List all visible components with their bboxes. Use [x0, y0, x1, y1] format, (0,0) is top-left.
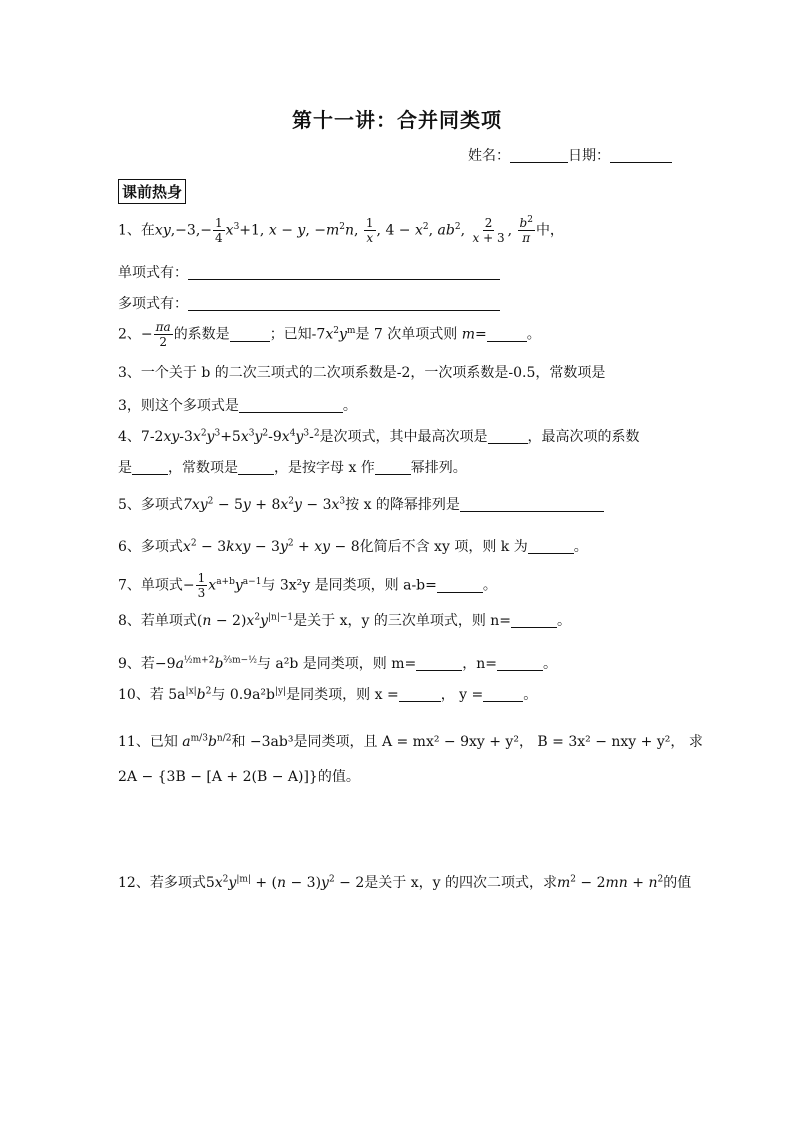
- question-5: 5、多项式$7xy^2 - 5y + 8x^2y - 3x^3$按 x 的降幂排列是: [118, 494, 604, 514]
- date-label: 日期：: [568, 148, 610, 164]
- q2-blank-2[interactable]: [487, 327, 527, 342]
- question-4-line-2: 是 ，常数项是 ，是按字母 x 作 幂排列。: [118, 460, 467, 476]
- section-heading: 课前热身: [118, 179, 186, 204]
- question-2: 2、− $\frac{\pi a}{2}$ 的系数是 ；已知$-7x^2y^m$是 7 次单项式则 m= 。: [118, 320, 541, 349]
- question-11-line-2: 2A − {3B − [A + 2(B − A)]}的值。: [118, 769, 360, 785]
- q4-blank-2[interactable]: [132, 460, 168, 475]
- question-3-line-1: 3、一个关于 b 的二次三项式的二次项系数是-2，一次项系数是-0.5，常数项是: [118, 365, 606, 381]
- q5-blank[interactable]: [460, 497, 604, 512]
- question-6: 6、多项式$x^2 - 3kxy - 3y^2$ + xy − 8化简后不含 xy 项，则 k 为 。: [118, 538, 588, 555]
- q4-blank-3[interactable]: [238, 460, 274, 475]
- q7-blank[interactable]: [437, 578, 483, 593]
- question-11-line-1: 11、已知 $a^{m/3}b^{n/2}$和 −3ab³是同类项，且 A = mx² − 9xy + y²， B = 3x² − nxy + y²， 求: [118, 733, 703, 750]
- polynomial-blank[interactable]: [188, 296, 500, 311]
- name-date-line: [468, 145, 672, 165]
- question-4-line-1: 4、$7-2xy-3x^2y^3+5x^3y^2-9x^4y^3-^2$是次项式，其中最高次项是 ，最高次项的系数: [118, 428, 640, 445]
- question-9: 9、若$-9a^{\frac{1}{2}m+2}b^{\frac{2}{3}m-\frac{1}{2}}$与 a²b 是同类项，则 m= ，n= 。: [118, 655, 557, 672]
- name-blank[interactable]: [510, 148, 568, 163]
- monomial-answer-line: 单项式有：: [118, 262, 500, 282]
- name-label: 姓名：: [468, 148, 510, 164]
- q4-blank-4[interactable]: [375, 460, 411, 475]
- polynomial-answer-line: 多项式有：: [118, 293, 500, 313]
- question-12: 12、若多项式$5x^2y^{|m|} + (n - 3)y^2 - 2$是关于 x，y 的四次二项式，求$m^2 - 2mn + n^2$的值: [118, 874, 692, 891]
- question-10: 10、若 $5a^{|x|}b^2$与 $0.9a^2b^{|y|}$是同类项，则 x = ， y = 。: [118, 686, 538, 703]
- q9-blank-1[interactable]: [416, 656, 462, 671]
- q2-blank-1[interactable]: [230, 327, 270, 342]
- q10-blank-2[interactable]: [483, 687, 523, 702]
- q10-blank-1[interactable]: [399, 687, 441, 702]
- question-1: 1、在xy,−3,− $\frac{1}{4}$ $x^3+1$, x − y, $-m^2n$, $\frac{1}{x}$ , $4 - x^2$, $ab^2$, $\frac{2}{x + 3}$ , $\frac{b^2}{\pi}$ 中，: [118, 215, 564, 245]
- q3-blank[interactable]: [239, 398, 343, 413]
- page-title: 第十一讲：合并同类项: [292, 108, 502, 132]
- q6-blank[interactable]: [528, 539, 574, 554]
- date-blank[interactable]: [610, 148, 672, 163]
- question-3-line-2: 3，则这个多项式是 。: [118, 398, 357, 414]
- q9-blank-2[interactable]: [497, 656, 543, 671]
- q4-blank-1[interactable]: [488, 429, 528, 444]
- monomial-blank[interactable]: [188, 265, 500, 280]
- q8-blank[interactable]: [511, 613, 557, 628]
- question-7: 7、单项式− $\frac{1}{3}$ $x^{a+b}y^{a-1}$与 3x²y 是同类项，则 a-b= 。: [118, 571, 497, 600]
- question-8: 8、若单项式$(n - 2)x^2y^{|n|-1}$是关于 x，y 的三次单项式，则 n= 。: [118, 612, 572, 629]
